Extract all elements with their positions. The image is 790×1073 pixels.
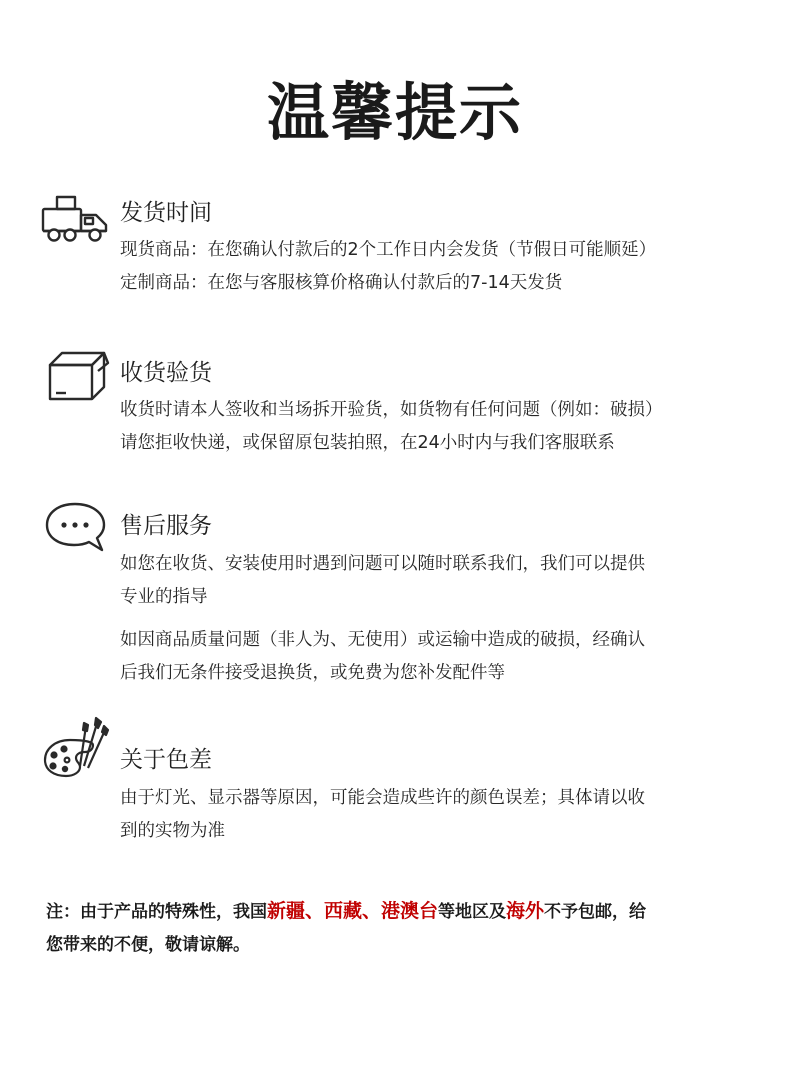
section-text-line: 到的实物为准 [120, 821, 225, 841]
note-highlight-regions: 新疆、西藏、港澳台 [267, 900, 439, 922]
section-text-line: 请您拒收快递，或保留原包装拍照，在24小时内与我们客服联系 [120, 433, 615, 453]
section-text-line: 现货商品：在您确认付款后的2个工作日内会发货（节假日可能顺延） [120, 240, 657, 260]
section-text-line: 定制商品：在您与客服核算价格确认付款后的7-14天发货 [120, 273, 563, 293]
note-text: 不予包邮，给 [544, 902, 647, 922]
section-text-line: 如您在收货、安装使用时遇到问题可以随时联系我们，我们可以提供 [120, 554, 645, 574]
section-text-line: 专业的指导 [120, 587, 208, 607]
shipping-note [46, 895, 746, 962]
truck-icon [40, 191, 110, 247]
note-text: 等地区及 [438, 902, 507, 922]
chat-bubble-icon [40, 500, 110, 556]
page-title: 温馨提示 [266, 76, 523, 149]
section-heading: 发货时间 [120, 200, 212, 226]
section-text-line: 后我们无条件接受退换货，或免费为您补发配件等 [120, 663, 505, 683]
note-line-2: 您带来的不便，敬请谅解。 [46, 935, 250, 955]
box-icon [40, 347, 110, 403]
section-shipping-time [40, 187, 760, 307]
section-after-sales [40, 498, 760, 698]
section-text-line: 由于灯光、显示器等原因，可能会造成些许的颜色误差；具体请以收 [120, 788, 645, 808]
section-heading: 关于色差 [120, 747, 212, 773]
section-color-difference [40, 714, 760, 844]
section-heading: 售后服务 [120, 513, 212, 539]
palette-icon [40, 714, 110, 780]
note-text: 注：由于产品的特殊性，我国 [46, 902, 267, 922]
section-receiving [40, 345, 760, 465]
note-highlight-overseas: 海外 [506, 900, 545, 922]
section-text-line: 如因商品质量问题（非人为、无使用）或运输中造成的破损，经确认 [120, 630, 645, 650]
section-text-line: 收货时请本人签收和当场拆开验货，如货物有任何问题（例如：破损） [120, 400, 663, 420]
section-heading: 收货验货 [120, 360, 212, 386]
note-line-1 [46, 895, 746, 929]
